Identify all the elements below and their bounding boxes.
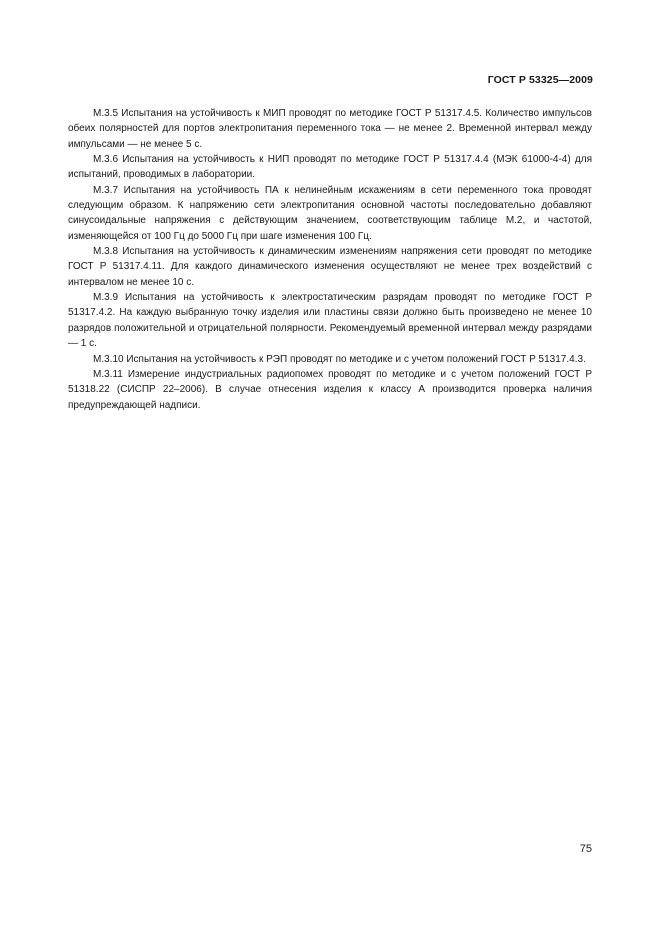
- paragraph-m-3-5: М.3.5 Испытания на устойчивость к МИП проводят по методике ГОСТ Р 51317.4.5. Количество импульсов обеих полярностей для портов электропитания переменного тока — не менее 2. Временной интервал между импульсами — не менее 5 с.: [68, 108, 592, 150]
- paragraph-m-3-6: М.3.6 Испытания на устойчивость к НИП проводят по методике ГОСТ Р 51317.4.4 (МЭК 61000-4-4) для испытаний, проводимых в лаборатории.: [68, 154, 592, 181]
- document-code: ГОСТ Р 53325—2009: [487, 74, 593, 86]
- paragraph-m-3-9: М.3.9 Испытания на устойчивость к электростатическим разрядам проводят по методике ГОСТ Р 51317.4.2. На каждую выбранную точку изделия или пластины связи должно быть произведено не менее 10 разрядов положительной и отрицательной полярности. Рекомендуемый временной интервал между разрядами — 1 с.: [68, 292, 592, 350]
- paragraph-m-3-11: М.3.11 Измерение индустриальных радиопомех проводят по методике и с учетом положений ГОСТ Р 51318.22 (СИСПР 22–2006). В случае отнесения изделия к классу А производится проверка наличия предупреждающей надписи.: [68, 368, 592, 411]
- paragraph-m-3-10: М.3.10 Испытания на устойчивость к РЭП проводят по методике и с учетом положений ГОСТ Р 51317.4.3.: [93, 353, 586, 365]
- paragraph-m-3-7: М.3.7 Испытания на устойчивость ПА к нелинейным искажениям в сети переменного тока проводят следующим образом. К напряжению сети электропитания основной частоты последовательно добавляют синусоидальные напряжения с действующим значением, соответствующим таблице М.2, и частотой, изменяющейся от 100 Гц до 5000 Гц при шаге изменения 100 Гц.: [68, 184, 592, 242]
- page-number: 75: [579, 843, 592, 855]
- paragraph-m-3-8: М.3.8 Испытания на устойчивость к динамическим изменениям напряжения сети проводят по методике ГОСТ Р 51317.4.11. Для каждого динамического изменения осуществляют не менее трех воздействий с интервалом не менее 10 с.: [68, 246, 592, 288]
- document-body: [68, 106, 592, 413]
